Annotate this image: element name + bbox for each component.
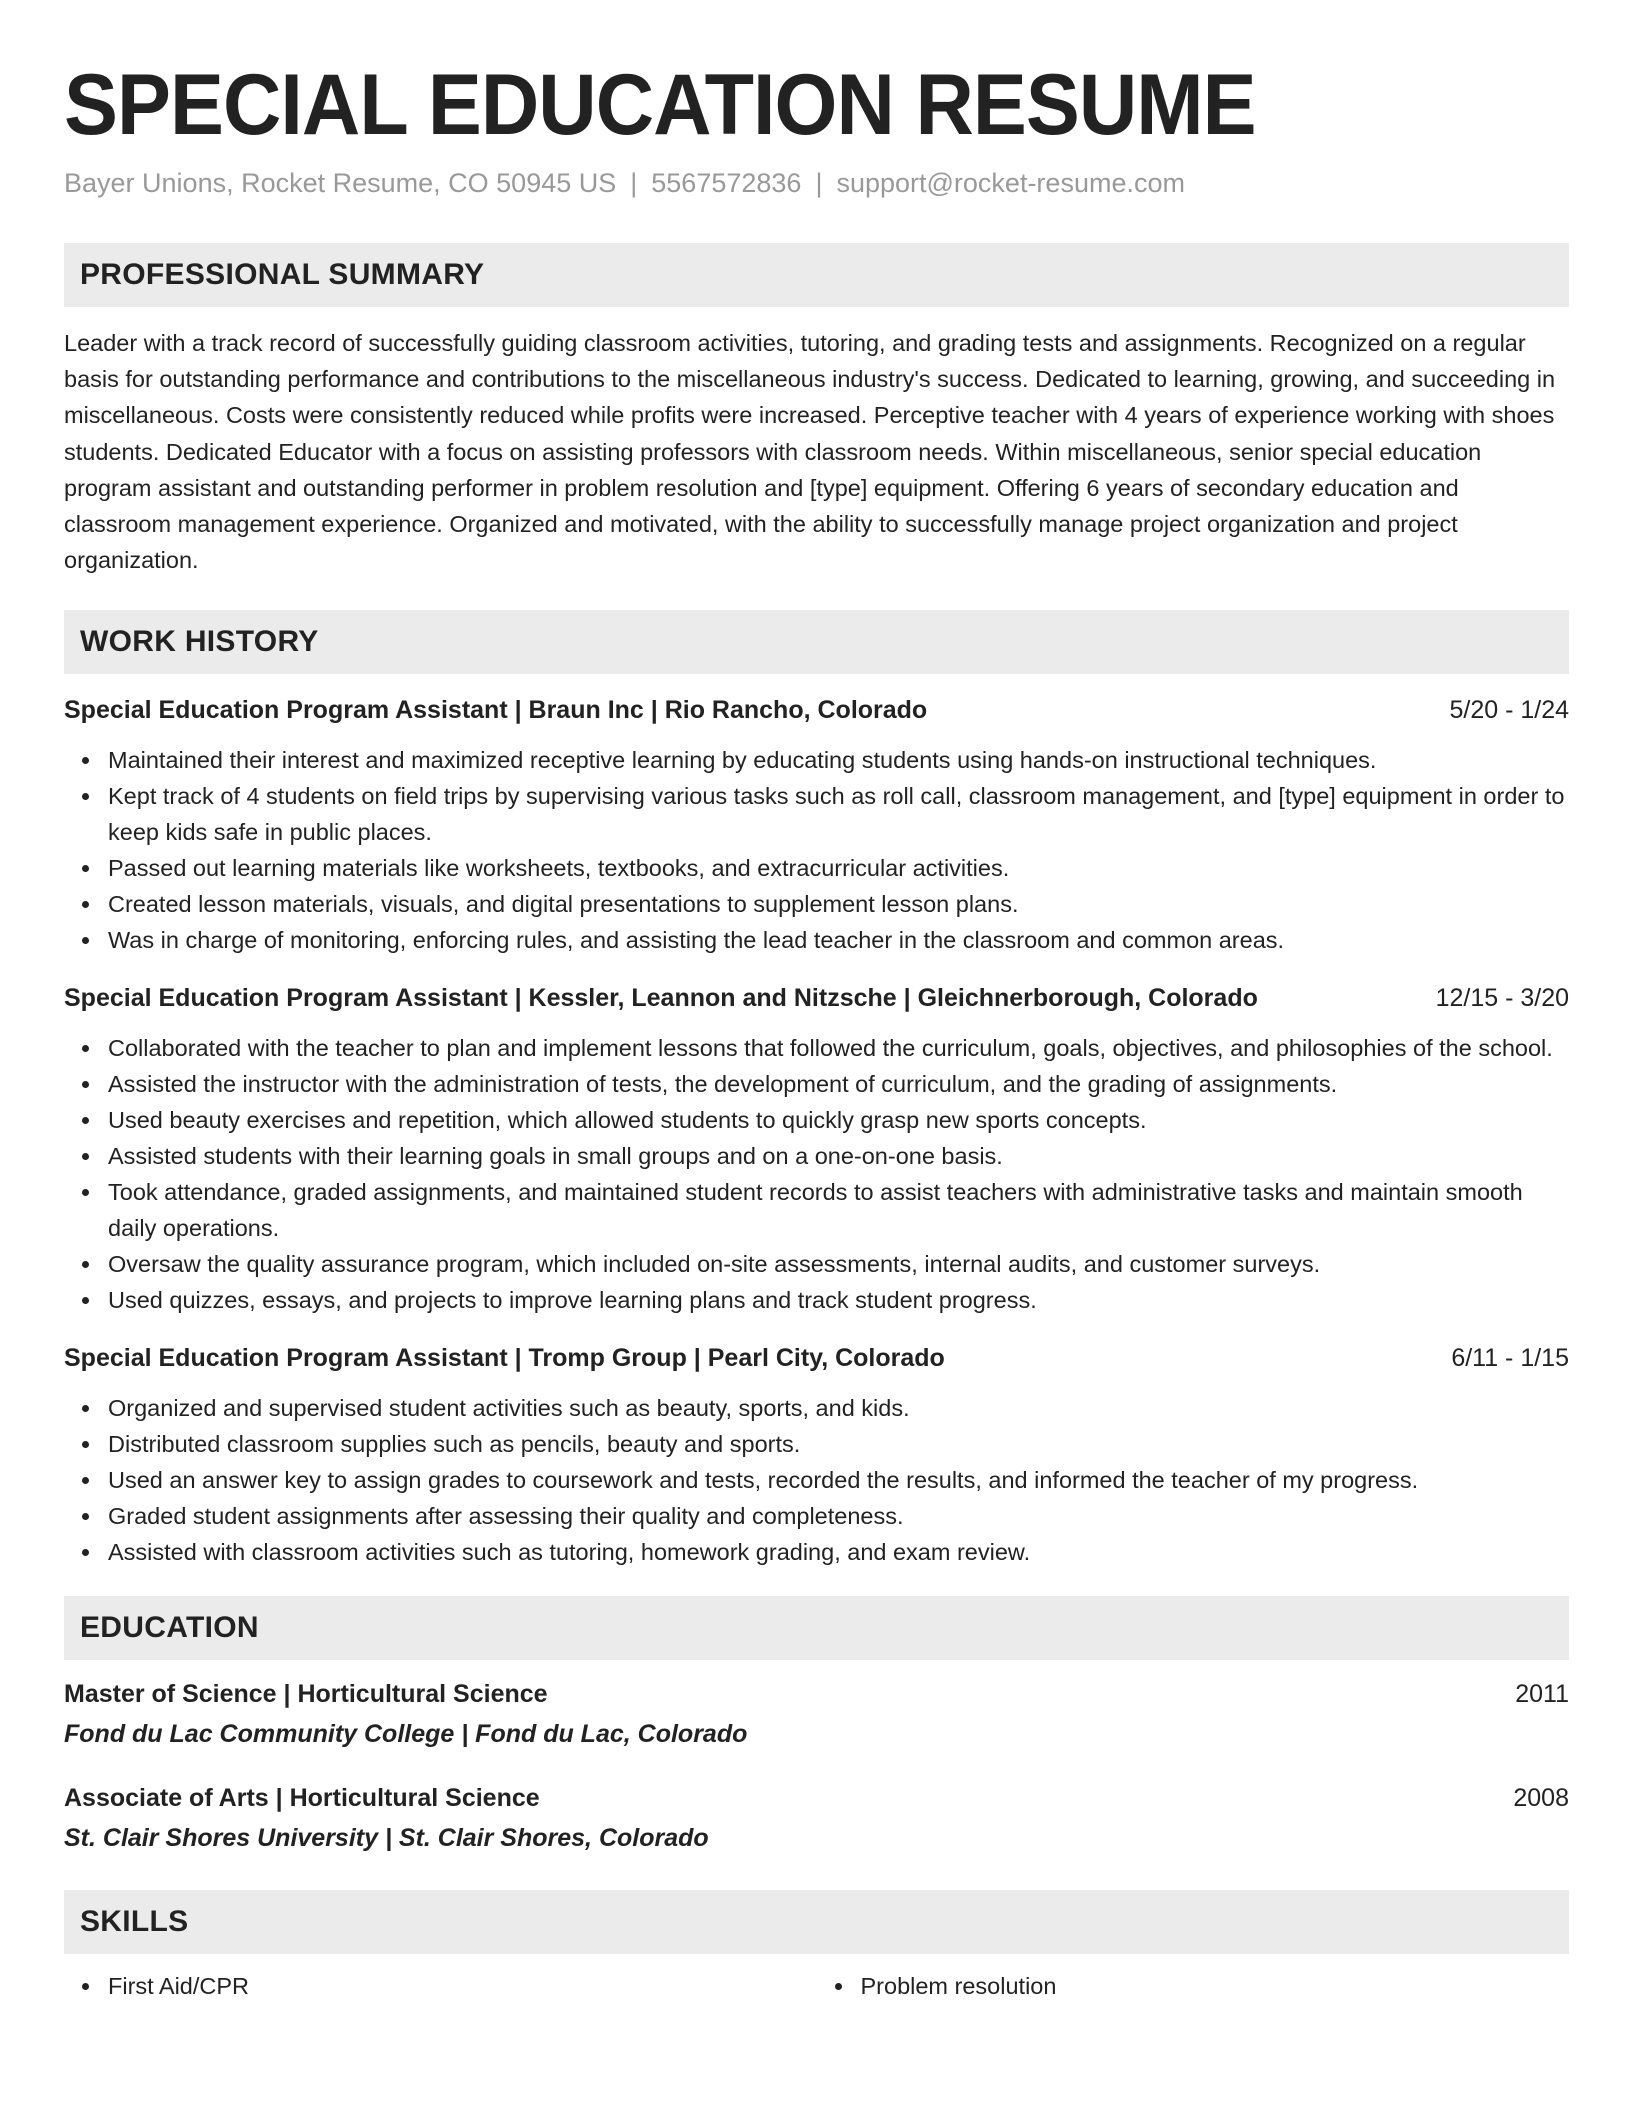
- job-title: Special Education Program Assistant | Tromp Group | Pearl City, Colorado: [64, 1344, 945, 1373]
- job-entry: [64, 692, 1569, 958]
- job-header: [64, 1340, 1569, 1376]
- education-year: 2008: [1513, 1784, 1569, 1813]
- job-title: Special Education Program Assistant | Braun Inc | Rio Rancho, Colorado: [64, 696, 928, 725]
- job-bullet: Distributed classroom supplies such as pencils, beauty and sports.: [108, 1426, 1569, 1462]
- resume-title: SPECIAL EDUCATION RESUME: [64, 57, 1256, 153]
- job-header: [64, 980, 1569, 1016]
- summary-text: Leader with a track record of successfully guiding classroom activities, tutoring, and grading tests and assignments. Recognized on a regular basis for outstanding performance and contributions to the miscellaneous industry's success. Dedicated to learning, growing, and succeeding in miscellaneous. Costs were consistently reduced while profits were increased. Perceptive teacher with 4 years of experience working with shoes students. Dedicated Educator with a focus on assisting professors with classroom needs. Within miscellaneous, senior special education program assistant and outstanding performer in problem resolution and [type] equipment. Offering 6 years of secondary education and classroom management experience. Organized and motivated, with the ability to successfully manage project organization and project organization.: [64, 330, 1556, 574]
- contact-separator: |: [630, 168, 638, 198]
- education-header: [64, 1780, 1569, 1816]
- job-bullet: Took attendance, graded assignments, and maintained student records to assist teachers with administrative tasks and maintain smooth daily operations.: [108, 1174, 1569, 1246]
- education-header: [64, 1676, 1569, 1712]
- contact-address: Bayer Unions, Rocket Resume, CO 50945 US: [64, 168, 617, 198]
- section-heading-skills: SKILLS: [64, 1890, 1569, 1954]
- job-bullet: Used beauty exercises and repetition, which allowed students to quickly grasp new sports concepts.: [108, 1102, 1569, 1138]
- job-bullet: Kept track of 4 students on field trips by supervising various tasks such as roll call, classroom management, and [type] equipment in order to keep kids safe in public places.: [108, 778, 1569, 850]
- skill-item: First Aid/CPR: [108, 1968, 817, 2004]
- contact-line: [64, 168, 1569, 199]
- job-bullet: Created lesson materials, visuals, and digital presentations to supplement lesson plans.: [108, 886, 1569, 922]
- skill-item: Problem resolution: [861, 1968, 1570, 2004]
- job-bullet: Used quizzes, essays, and projects to improve learning plans and track student progress.: [108, 1282, 1569, 1318]
- education-school: Fond du Lac Community College | Fond du Lac, Colorado: [64, 1720, 748, 1749]
- job-dates: 5/20 - 1/24: [1449, 696, 1569, 725]
- job-bullet: Collaborated with the teacher to plan and implement lessons that followed the curriculum, goals, objectives, and philosophies of the school.: [108, 1030, 1569, 1066]
- job-entry: [64, 980, 1569, 1318]
- job-bullet: Was in charge of monitoring, enforcing rules, and assisting the lead teacher in the classroom and common areas.: [108, 922, 1569, 958]
- section-heading-summary: PROFESSIONAL SUMMARY: [64, 243, 1569, 307]
- job-bullet: Assisted with classroom activities such as tutoring, homework grading, and exam review.: [108, 1534, 1569, 1570]
- job-bullet-list: [64, 742, 1569, 958]
- education-entry: [64, 1676, 1569, 1752]
- job-bullet-list: [64, 1390, 1569, 1570]
- job-bullet: Passed out learning materials like worksheets, textbooks, and extracurricular activities.: [108, 850, 1569, 886]
- job-bullet: Oversaw the quality assurance program, which included on-site assessments, internal audits, and customer surveys.: [108, 1246, 1569, 1282]
- job-bullet: Organized and supervised student activities such as beauty, sports, and kids.: [108, 1390, 1569, 1426]
- job-header: [64, 692, 1569, 728]
- job-bullet: Assisted students with their learning goals in small groups and on a one-on-one basis.: [108, 1138, 1569, 1174]
- skills-column-left: [64, 1968, 817, 2004]
- job-bullet: Graded student assignments after assessing their quality and completeness.: [108, 1498, 1569, 1534]
- education-entry: [64, 1780, 1569, 1856]
- contact-phone: 5567572836: [651, 168, 802, 198]
- contact-email: support@rocket-resume.com: [836, 168, 1185, 198]
- section-heading-education: EDUCATION: [64, 1596, 1569, 1660]
- education-school: St. Clair Shores University | St. Clair Shores, Colorado: [64, 1824, 709, 1853]
- job-dates: 6/11 - 1/15: [1451, 1344, 1569, 1373]
- education-degree: Master of Science | Horticultural Science: [64, 1680, 548, 1709]
- education-degree: Associate of Arts | Horticultural Science: [64, 1784, 540, 1813]
- job-bullet: Used an answer key to assign grades to coursework and tests, recorded the results, and informed the teacher of my progress.: [108, 1462, 1569, 1498]
- skills-list: [64, 1968, 1569, 2004]
- skills-column-right: [817, 1968, 1570, 2004]
- section-heading-work-history: WORK HISTORY: [64, 610, 1569, 674]
- job-title: Special Education Program Assistant | Kessler, Leannon and Nitzsche | Gleichnerborough, Colorado: [64, 984, 1258, 1013]
- education-year: 2011: [1515, 1680, 1569, 1709]
- job-entry: [64, 1340, 1569, 1570]
- contact-separator: |: [815, 168, 823, 198]
- job-bullet: Maintained their interest and maximized receptive learning by educating students using hands-on instructional techniques.: [108, 742, 1569, 778]
- job-bullet-list: [64, 1030, 1569, 1318]
- job-dates: 12/15 - 3/20: [1435, 984, 1569, 1013]
- job-bullet: Assisted the instructor with the administration of tests, the development of curriculum, and the grading of assignments.: [108, 1066, 1569, 1102]
